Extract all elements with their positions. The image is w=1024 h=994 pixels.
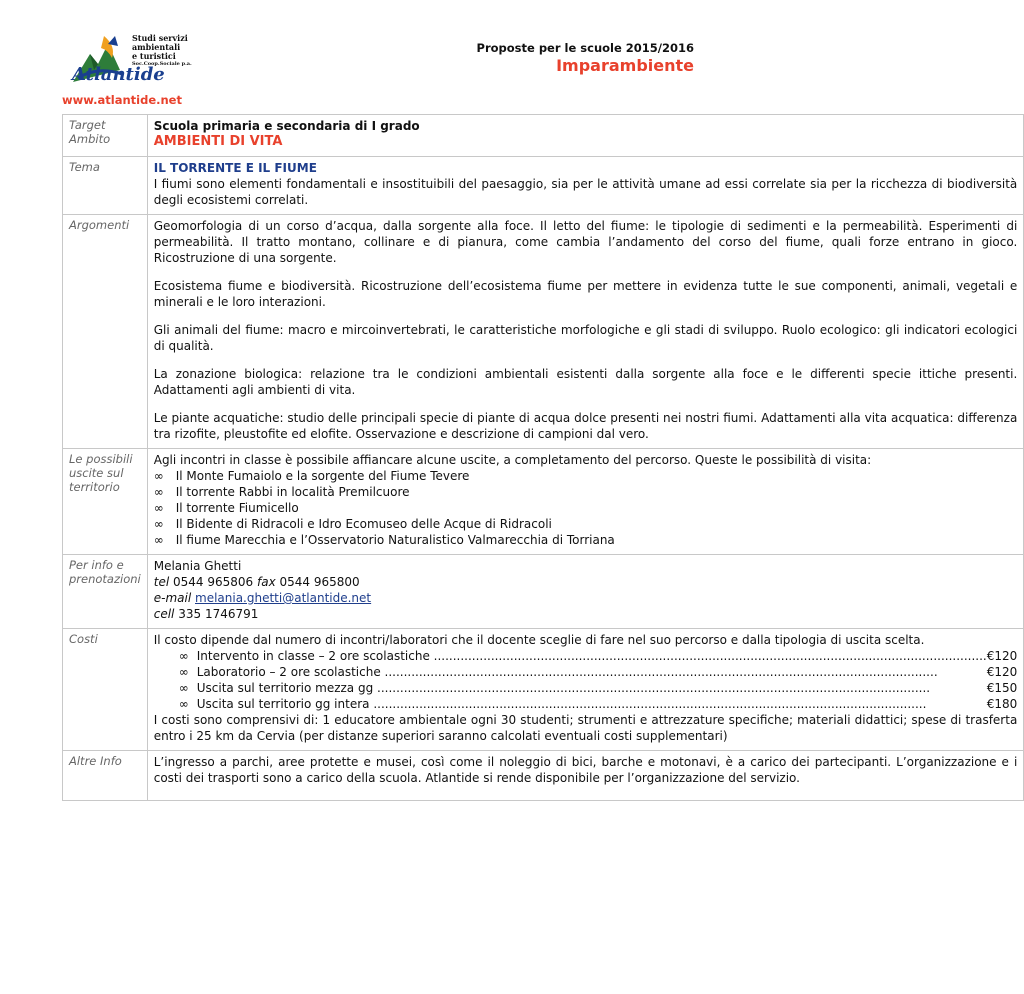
tel-label: tel <box>153 575 170 589</box>
tel-value: 0544 965806 <box>172 575 254 589</box>
cost-desc: Intervento in classe – 2 ore scolastiche ..... <box>197 648 987 664</box>
infinity-bullet-icon: ∞ <box>153 533 164 547</box>
cell-label: cell <box>153 607 175 621</box>
logo-wordmark: Atlantide <box>72 64 165 85</box>
costi-list <box>154 648 1018 712</box>
argomento-paragraph: Ecosistema fiume e biodiversità. Ricostruzione dell’ecosistema fiume per mettere in evidenza tutte le sue componenti, animali, vegetali e minerali e le loro interazioni. <box>153 279 1018 309</box>
infinity-bullet-icon: ∞ <box>178 649 189 663</box>
ambito-label: Ambito <box>69 132 111 146</box>
costi-label: Costi <box>63 629 148 751</box>
value-cell <box>147 157 1024 215</box>
tema-text: I fiumi sono elementi fondamentali e insostituibili del paesaggio, sia per le attività umane ad essi correlate sia per la ricchezza di biodiversità degli ecosistemi correlati. <box>153 177 1018 207</box>
row-info <box>63 555 1024 629</box>
row-argomenti <box>63 215 1024 449</box>
infinity-bullet-icon: ∞ <box>153 469 164 483</box>
cost-price: €120 <box>986 649 1018 663</box>
list-item <box>154 468 1018 484</box>
cost-desc: Uscita sul territorio gg intera ..... <box>197 696 987 712</box>
argomento-paragraph: La zonazione biologica: relazione tra le condizioni ambientali esistenti dalla sorgente alla foce e le differenti specie ittiche presenti. Adattamenti agli ambienti di vita. <box>153 367 1018 397</box>
email-label: e-mail <box>153 591 192 605</box>
cost-price: €180 <box>986 697 1018 711</box>
uscite-intro: Agli incontri in classe è possibile affiancare alcune uscite, a completamento del percorso. Queste le possibilità di visita: <box>153 453 872 467</box>
altre-text: L’ingresso a parchi, aree protette e musei, così come il noleggio di bici, barche e motonavi, è a carico dei partecipanti. L’organizzazione e i costi dei trasporti sono a carico della scuola. Atlantide si rende disponibile per l’organizzazione del servizio. <box>153 755 1018 785</box>
row-altre <box>63 751 1024 801</box>
value-cell <box>147 751 1024 801</box>
list-item-text: Il Bidente di Ridracoli e Idro Ecomuseo delle Acque di Ridracoli <box>175 517 552 531</box>
list-item-text: Il Monte Fumaiolo e la sorgente del Fiume Tevere <box>175 469 470 483</box>
uscite-list <box>154 468 1018 548</box>
uscite-label: Le possibili uscite sul territorio <box>63 449 148 555</box>
infinity-bullet-icon: ∞ <box>153 501 164 515</box>
cost-item <box>179 680 1018 696</box>
cost-item <box>179 664 1018 680</box>
value-cell <box>147 115 1024 157</box>
header-right <box>477 41 694 75</box>
website-link[interactable]: www.atlantide.net <box>62 93 182 107</box>
contact-phones <box>154 574 1018 590</box>
row-uscite <box>63 449 1024 555</box>
cost-price: €120 <box>986 665 1018 679</box>
list-item <box>154 500 1018 516</box>
altre-label: Altre Info <box>63 751 148 801</box>
infinity-bullet-icon: ∞ <box>178 697 189 711</box>
cost-item <box>179 696 1018 712</box>
list-item <box>154 484 1018 500</box>
header-title: Imparambiente <box>556 56 694 75</box>
cost-desc: Uscita sul territorio mezza gg ..... <box>197 680 987 696</box>
costi-intro: Il costo dipende dal numero di incontri/laboratori che il docente sceglie di fare nel suo percorso e dalla tipologia di uscita scelta. <box>153 633 925 647</box>
header-subtitle: Proposte per le scuole 2015/2016 <box>476 41 694 55</box>
value-cell <box>147 629 1024 751</box>
cost-price: €150 <box>986 681 1018 695</box>
tema-title: IL TORRENTE E IL FIUME <box>153 161 317 175</box>
value-cell <box>147 449 1024 555</box>
brand-line: e turistici <box>132 51 176 61</box>
argomento-paragraph: Gli animali del fiume: macro e mircoinvertebrati, le caratteristiche morfologiche e gli stadi di sviluppo. Ruolo ecologico: gli indicatori ecologici di qualità. <box>153 323 1018 353</box>
brand-line: Soc.Coop.Sociale p.a. <box>132 61 192 67</box>
argomento-paragraph: Le piante acquatiche: studio delle principali specie di piante di acqua dolce presenti nei nostri fiumi. Adattamenti alla vita acquatica: differenza tra rizofite, pleustofite ed elofite. Osservazione e descrizione di campioni dal vero. <box>153 411 1018 441</box>
value-cell <box>147 215 1024 449</box>
infinity-bullet-icon: ∞ <box>178 681 189 695</box>
list-item <box>154 532 1018 548</box>
ambito-value: AMBIENTI DI VITA <box>153 134 283 149</box>
infinity-bullet-icon: ∞ <box>153 517 164 531</box>
target-value: Scuola primaria e secondaria di I grado <box>153 119 420 133</box>
list-item <box>154 516 1018 532</box>
fax-label: fax <box>256 575 276 589</box>
label-cell <box>63 115 148 157</box>
list-item-text: Il fiume Marecchia e l’Osservatorio Naturalistico Valmarecchia di Torriana <box>175 533 615 547</box>
fax-value: 0544 965800 <box>279 575 360 589</box>
row-target <box>63 115 1024 157</box>
row-costi <box>63 629 1024 751</box>
brand-line: ambientali <box>132 42 181 52</box>
contact-email <box>154 590 1018 606</box>
info-label: Per info e prenotazioni <box>63 555 148 629</box>
argomento-paragraph: Geomorfologia di un corso d’acqua, dalla sorgente alla foce. Il letto del fiume: le tipologie di sedimenti e la permeabilità. Esperimenti di permeabilità. Il tratto montano, collinare e di pianura, come cambia l’andamento del corso del fiume, quali forze entrano in gioco. Ricostruzione di una sorgente. <box>153 219 1018 265</box>
brand-text <box>132 34 192 68</box>
contact-cell <box>154 606 1018 622</box>
list-item-text: Il torrente Rabbi in località Premilcuore <box>175 485 410 499</box>
contact-name: Melania Ghetti <box>153 559 242 573</box>
info-table <box>62 114 1024 801</box>
argomenti-label: Argomenti <box>63 215 148 449</box>
infinity-bullet-icon: ∞ <box>153 485 164 499</box>
list-item-text: Il torrente Fiumicello <box>175 501 299 515</box>
brand-line: Studi servizi <box>132 33 188 43</box>
cost-desc: Laboratorio – 2 ore scolastiche ..... <box>197 664 987 680</box>
target-label: Target <box>69 118 106 132</box>
cell-value: 335 1746791 <box>178 607 259 621</box>
costi-note: I costi sono comprensivi di: 1 educatore ambientale ogni 30 studenti; strumenti e attrezzature specifiche; materiali didattici; spese di trasferta entro i 25 km da Cervia (per distanze superiori saranno calcolati eventuali costi supplementari) <box>153 713 1018 743</box>
tema-label: Tema <box>63 157 148 215</box>
cost-item <box>179 648 1018 664</box>
row-tema <box>63 157 1024 215</box>
infinity-bullet-icon: ∞ <box>178 665 189 679</box>
email-link[interactable]: melania.ghetti@atlantide.net <box>195 591 372 605</box>
value-cell <box>147 555 1024 629</box>
